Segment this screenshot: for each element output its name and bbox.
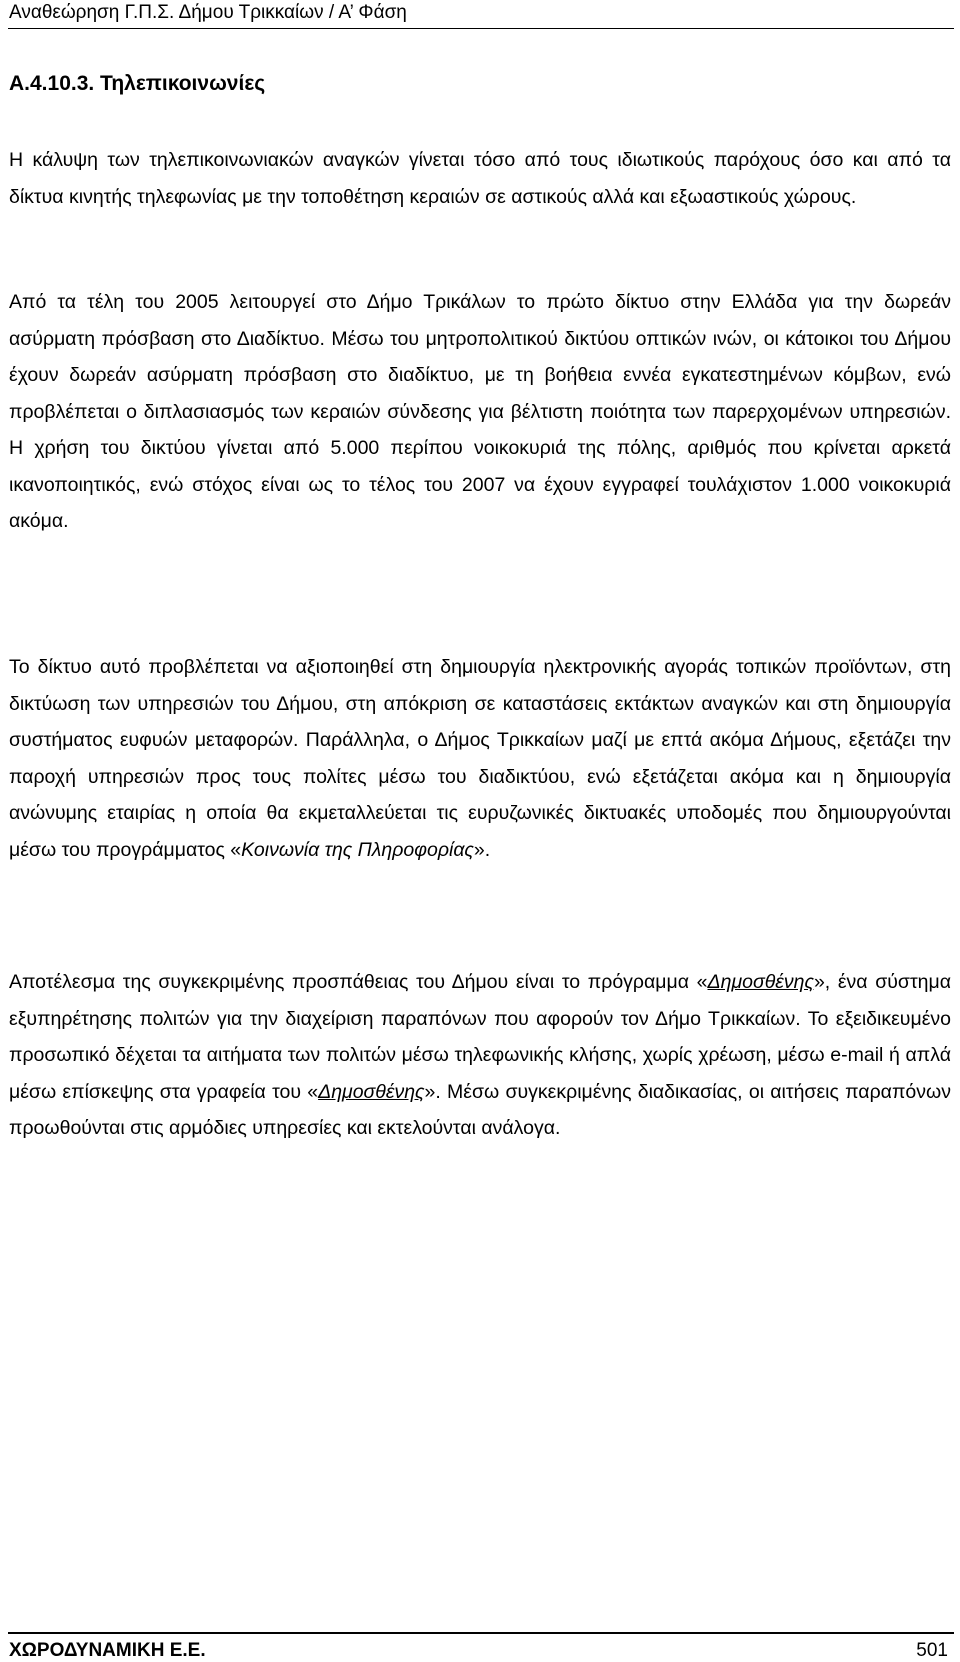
- program-name-information-society: Κοινωνία της Πληροφορίας: [241, 838, 474, 861]
- paragraph-network-uses-text: Το δίκτυο αυτό προβλέπεται να αξιοποιηθεί στη δημιουργία ηλεκτρονικής αγοράς τοπικών προϊόντων, στη δικτύωση των υπηρεσιών του Δήμου, στη απόκριση σε καταστάσεις εκτάκτων αναγκών και στη δημιουργία συστήματος ευφυών μεταφορών. Παράλληλα, ο Δήμος Τρικκαίων μαζί με επτά ακόμα Δήμους, εξετάζει την παροχή υπηρεσιών προς τους πολίτες μέσω του διαδικτύου, ενώ εξετάζεται ακόμα και η δημιουργία ανώνυμης εταιρίας η οποία θα εκμεταλλεύεται τις ευρυζωνικές δικτυακές υποδομές που δημιουργούνται μέσω του προγράμματος «: [9, 656, 951, 861]
- paragraph-demosthenes-text-3: ». Μέσω συγκεκριμένης διαδικασίας, οι αιτήσεις παραπόνων προωθούνται στις αρμόδιες υπηρεσίες και εκτελούνται ανάλογα.: [9, 1080, 951, 1139]
- footer-divider: [8, 1632, 954, 1634]
- paragraph-telecom-coverage: Η κάλυψη των τηλεπικοινωνιακών αναγκών γίνεται τόσο από τους ιδιωτικούς παρόχους όσο και από τα δίκτυα κινητής τηλεφωνίας με την τοποθέτηση κεραιών σε αστικούς αλλά και εξωαστικούς χώρους.: [9, 149, 951, 208]
- section-heading: Α.4.10.3. Τηλεπικοινωνίες: [9, 72, 266, 95]
- paragraph-demosthenes-text-2: », ένα σύστημα εξυπηρέτησης πολιτών για την διαχείριση παραπόνων που αφορούν τον Δήμο Τρικκαίων. Το εξειδικευμένο προσωπικό δέχεται τα αιτήματα των πολιτών μέσω τηλεφωνικής κλήσης, χωρίς χρέωση, μέσω e-mail ή απλά μέσω επίσκεψης στα γραφεία του «: [9, 971, 951, 1103]
- paragraph-demosthenes-program: [9, 964, 951, 1147]
- program-name-demosthenes: Δημοσθένης: [707, 971, 814, 993]
- paragraph-network-uses-end: ».: [473, 838, 491, 861]
- paragraph-demosthenes-text-1: Αποτέλεσμα της συγκεκριμένης προσπάθειας του Δήμου είναι το πρόγραμμα «: [9, 971, 708, 993]
- footer-company: ΧΩΡΟΔΥΝΑΜΙΚΗ Ε.Ε.: [9, 1640, 206, 1661]
- paragraph-wireless-network: Από τα τέλη του 2005 λειτουργεί στο Δήμο Τρικάλων το πρώτο δίκτυο στην Ελλάδα για την δωρεάν ασύρματη πρόσβαση στο Διαδίκτυο. Μέσω του μητροπολιτικού δικτύου οπτικών ινών, οι κάτοικοι του Δήμου έχουν δωρεάν ασύρματη πρόσβαση στο διαδίκτυο, με τη βοήθεια εννέα εγκατεστημένων κόμβων, ενώ προβλέπεται ο διπλασιασμός των κεραιών σύνδεσης για βέλτιστη ποιότητα των παρερχομένων υπηρεσιών. Η χρήση του δικτύου γίνεται από 5.000 περίπου νοικοκυριά της πόλης, αριθμός που κρίνεται αρκετά ικανοποιητικός, ενώ στόχος είναι ως το τέλος του 2007 να έχουν εγγραφεί τουλάχιστον 1.000 νοικοκυριά ακόμα.: [9, 291, 951, 532]
- header-divider: [8, 28, 954, 29]
- page-number: 501: [916, 1640, 948, 1661]
- running-header: Αναθεώρηση Γ.Π.Σ. Δήμου Τρικκαίων / Α’ Φάση: [9, 2, 407, 23]
- paragraph-network-uses: [9, 649, 951, 868]
- program-name-demosthenes-2: Δημοσθένης: [318, 1080, 425, 1103]
